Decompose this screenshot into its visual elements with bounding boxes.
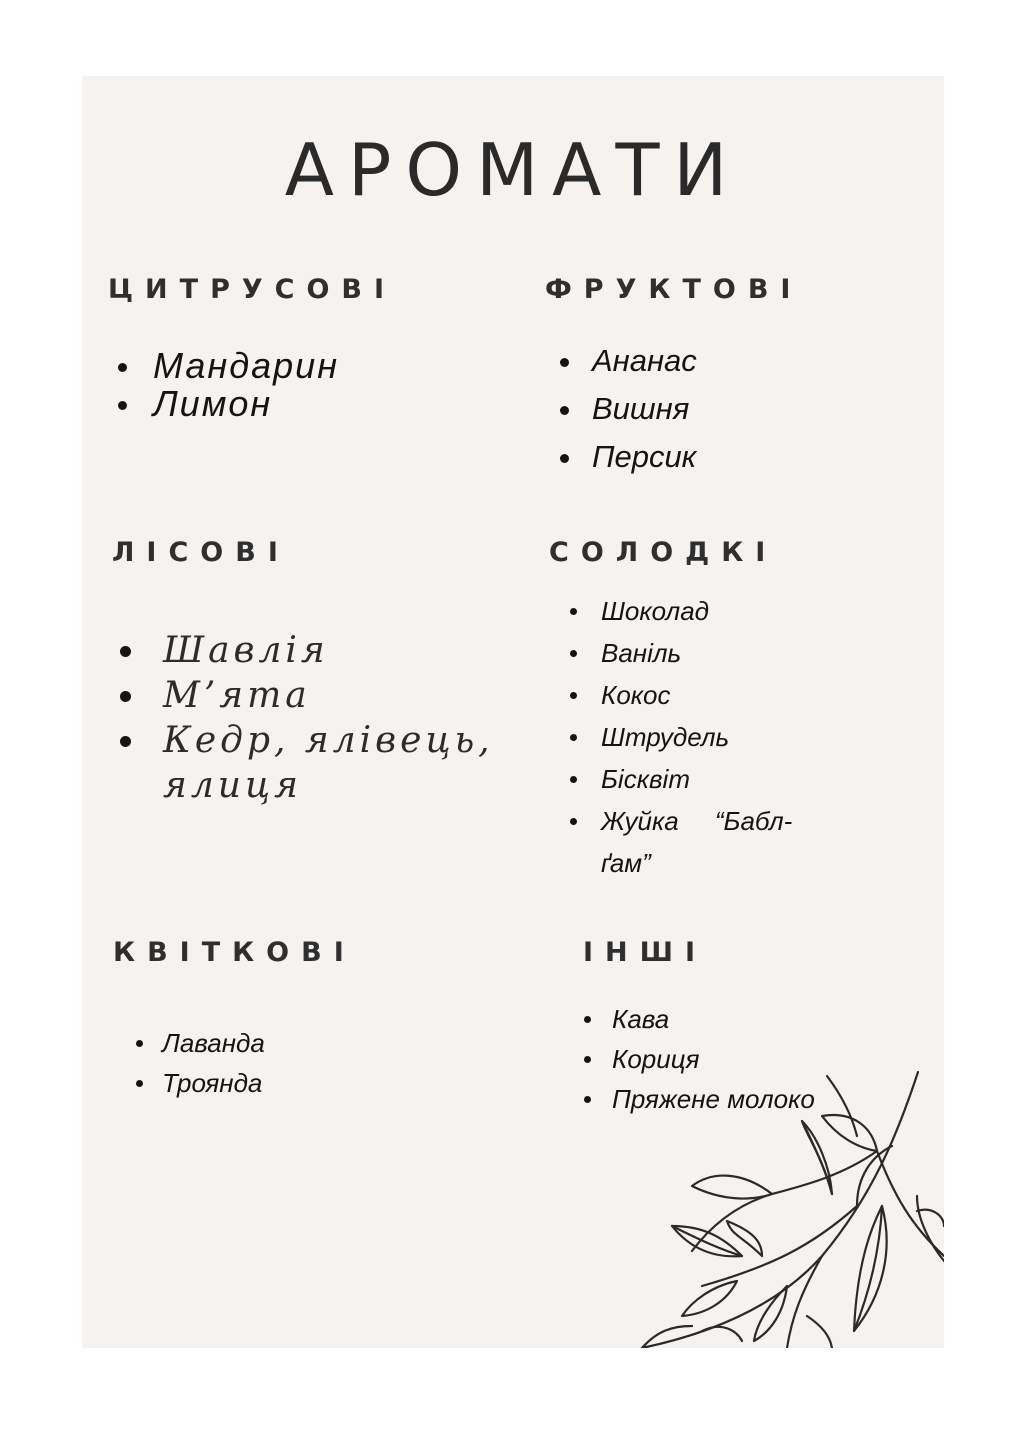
list-item: Лаванда	[136, 1023, 265, 1063]
list-item: Шавлія	[118, 628, 494, 673]
list-item: М’ята	[118, 673, 494, 718]
list-item-line: ґам”	[601, 848, 651, 878]
list-item-line: Жуйка “Бабл-	[601, 806, 793, 836]
list-item: Ваніль	[570, 632, 792, 674]
list-item-line: Кедр, ялівець,	[163, 720, 494, 761]
list-item: Кориця	[584, 1039, 815, 1079]
list-item: Шоколад	[570, 590, 792, 632]
leaf-branch-icon	[82, 76, 944, 1348]
list-item: Пряжене молоко	[584, 1079, 815, 1119]
heading-citrus: ЦИТРУСОВІ	[108, 274, 397, 305]
list-item: Ананас	[560, 337, 697, 385]
list-item: Лимон	[118, 385, 339, 423]
page-title: АРОМАТИ	[284, 128, 742, 212]
heading-fruit: ФРУКТОВІ	[545, 274, 803, 305]
heading-other: ІНШІ	[583, 937, 708, 968]
list-item: Вишня	[560, 385, 697, 433]
list-item: Кокос	[570, 674, 792, 716]
list-item: Персик	[560, 433, 697, 481]
list-item-line: ялиця	[163, 765, 302, 806]
list-item: Мандарин	[118, 347, 339, 385]
list-item: Кава	[584, 999, 815, 1039]
list-item: Штрудель	[570, 716, 792, 758]
heading-floral: КВІТКОВІ	[113, 937, 356, 968]
list-item: Бісквіт	[570, 758, 792, 800]
heading-sweet: СОЛОДКІ	[549, 537, 778, 568]
aroma-card	[82, 76, 944, 1348]
heading-forest: ЛІСОВІ	[112, 537, 290, 568]
list-item: Троянда	[136, 1063, 265, 1103]
